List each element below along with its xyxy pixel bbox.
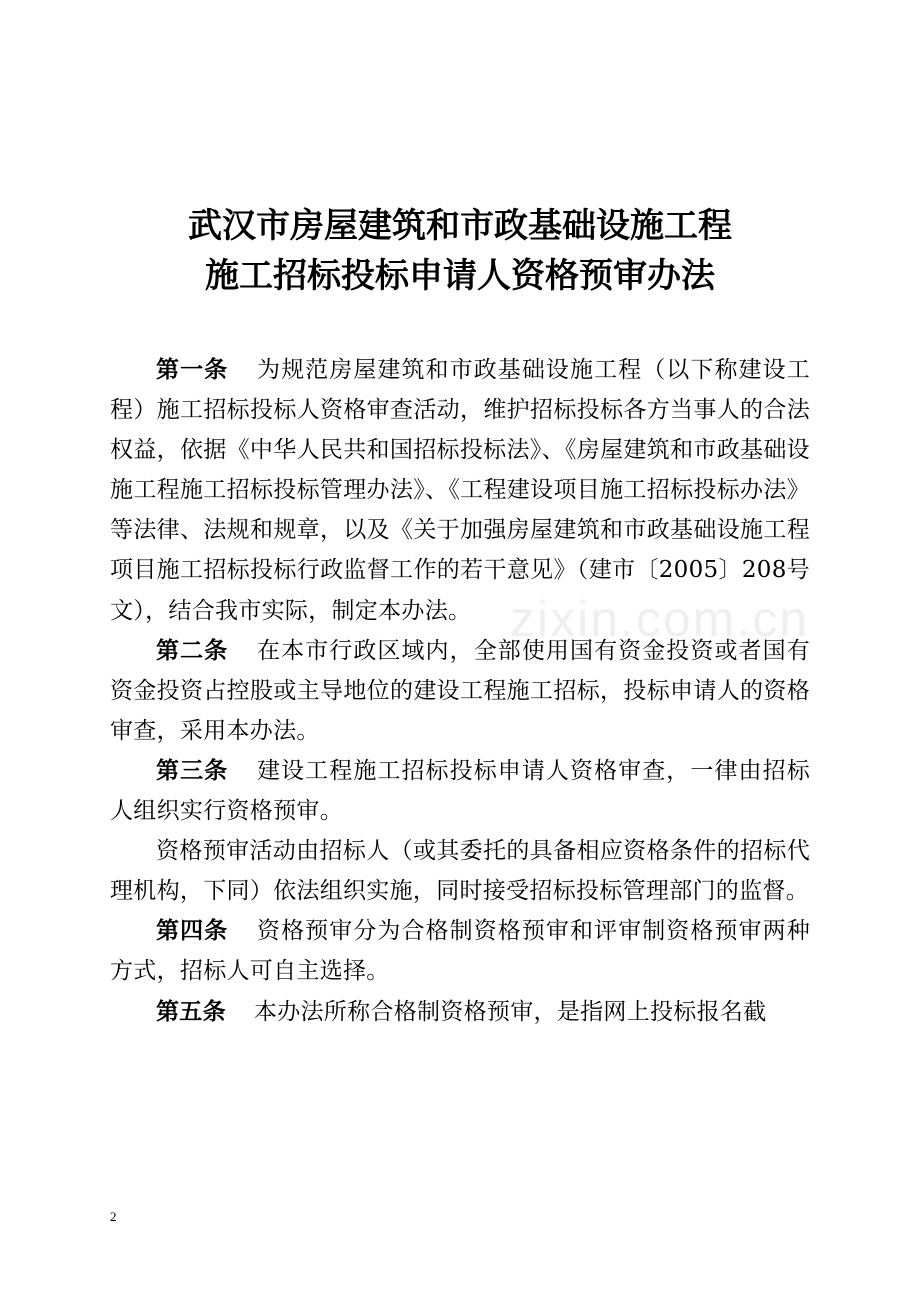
watermark-text: zixin.com.cn <box>510 591 810 647</box>
article-3-continuation-paragraph <box>110 831 810 911</box>
article-text: 资格预审活动由招标人（或其委托的具备相应资格条件的招标代理机构，下同）依法组织实施，同时接受招标投标管理部门的监督。 <box>110 838 810 905</box>
article-3-paragraph <box>110 751 810 831</box>
article-label: 第四条 <box>156 918 229 945</box>
article-label: 第一条 <box>156 357 229 383</box>
document-title-line-1: 武汉市房屋建筑和市政基础设施工程 <box>188 206 732 246</box>
article-label: 第五条 <box>156 998 226 1025</box>
article-text: 为规范房屋建筑和市政基础设施工程（以下称建设工程）施工招标投标人资格审查活动，维护招标投标各方当事人的合法权益，依据《中华人民共和国招标投标法》、《房屋建筑和市政基础设施工程施工招标投标管理办法》、《工程建设项目施工招标投标办法》等法律、法规和规章，以及《关于加强房屋建筑和市政基础设施工程项目施工招标投标行政监督工作的若干意见》（建市〔2005〕208号文），结合我市实际，制定本办法。 <box>110 357 810 624</box>
article-text: 本办法所称合格制资格预审，是指网上投标报名截 <box>253 998 767 1025</box>
article-5-paragraph <box>110 992 810 1032</box>
article-4-paragraph <box>110 911 810 991</box>
article-1-paragraph <box>110 350 810 631</box>
article-text: 在本市行政区域内，全部使用国有资金投资或者国有资金投资占控股或主导地位的建设工程施工招标，投标申请人的资格审查，采用本办法。 <box>110 637 810 744</box>
article-label: 第二条 <box>156 637 229 664</box>
page-number: 2 <box>110 1209 117 1224</box>
document-body <box>110 350 810 1032</box>
document-title-line-2: 施工招标投标申请人资格预审办法 <box>205 256 715 296</box>
article-text: 资格预审分为合格制资格预审和评审制资格预审两种方式，招标人可自主选择。 <box>110 918 810 985</box>
article-label: 第三条 <box>156 757 229 784</box>
article-2-paragraph <box>110 631 810 751</box>
article-text: 建设工程施工招标投标申请人资格审查，一律由招标人组织实行资格预审。 <box>110 757 810 825</box>
